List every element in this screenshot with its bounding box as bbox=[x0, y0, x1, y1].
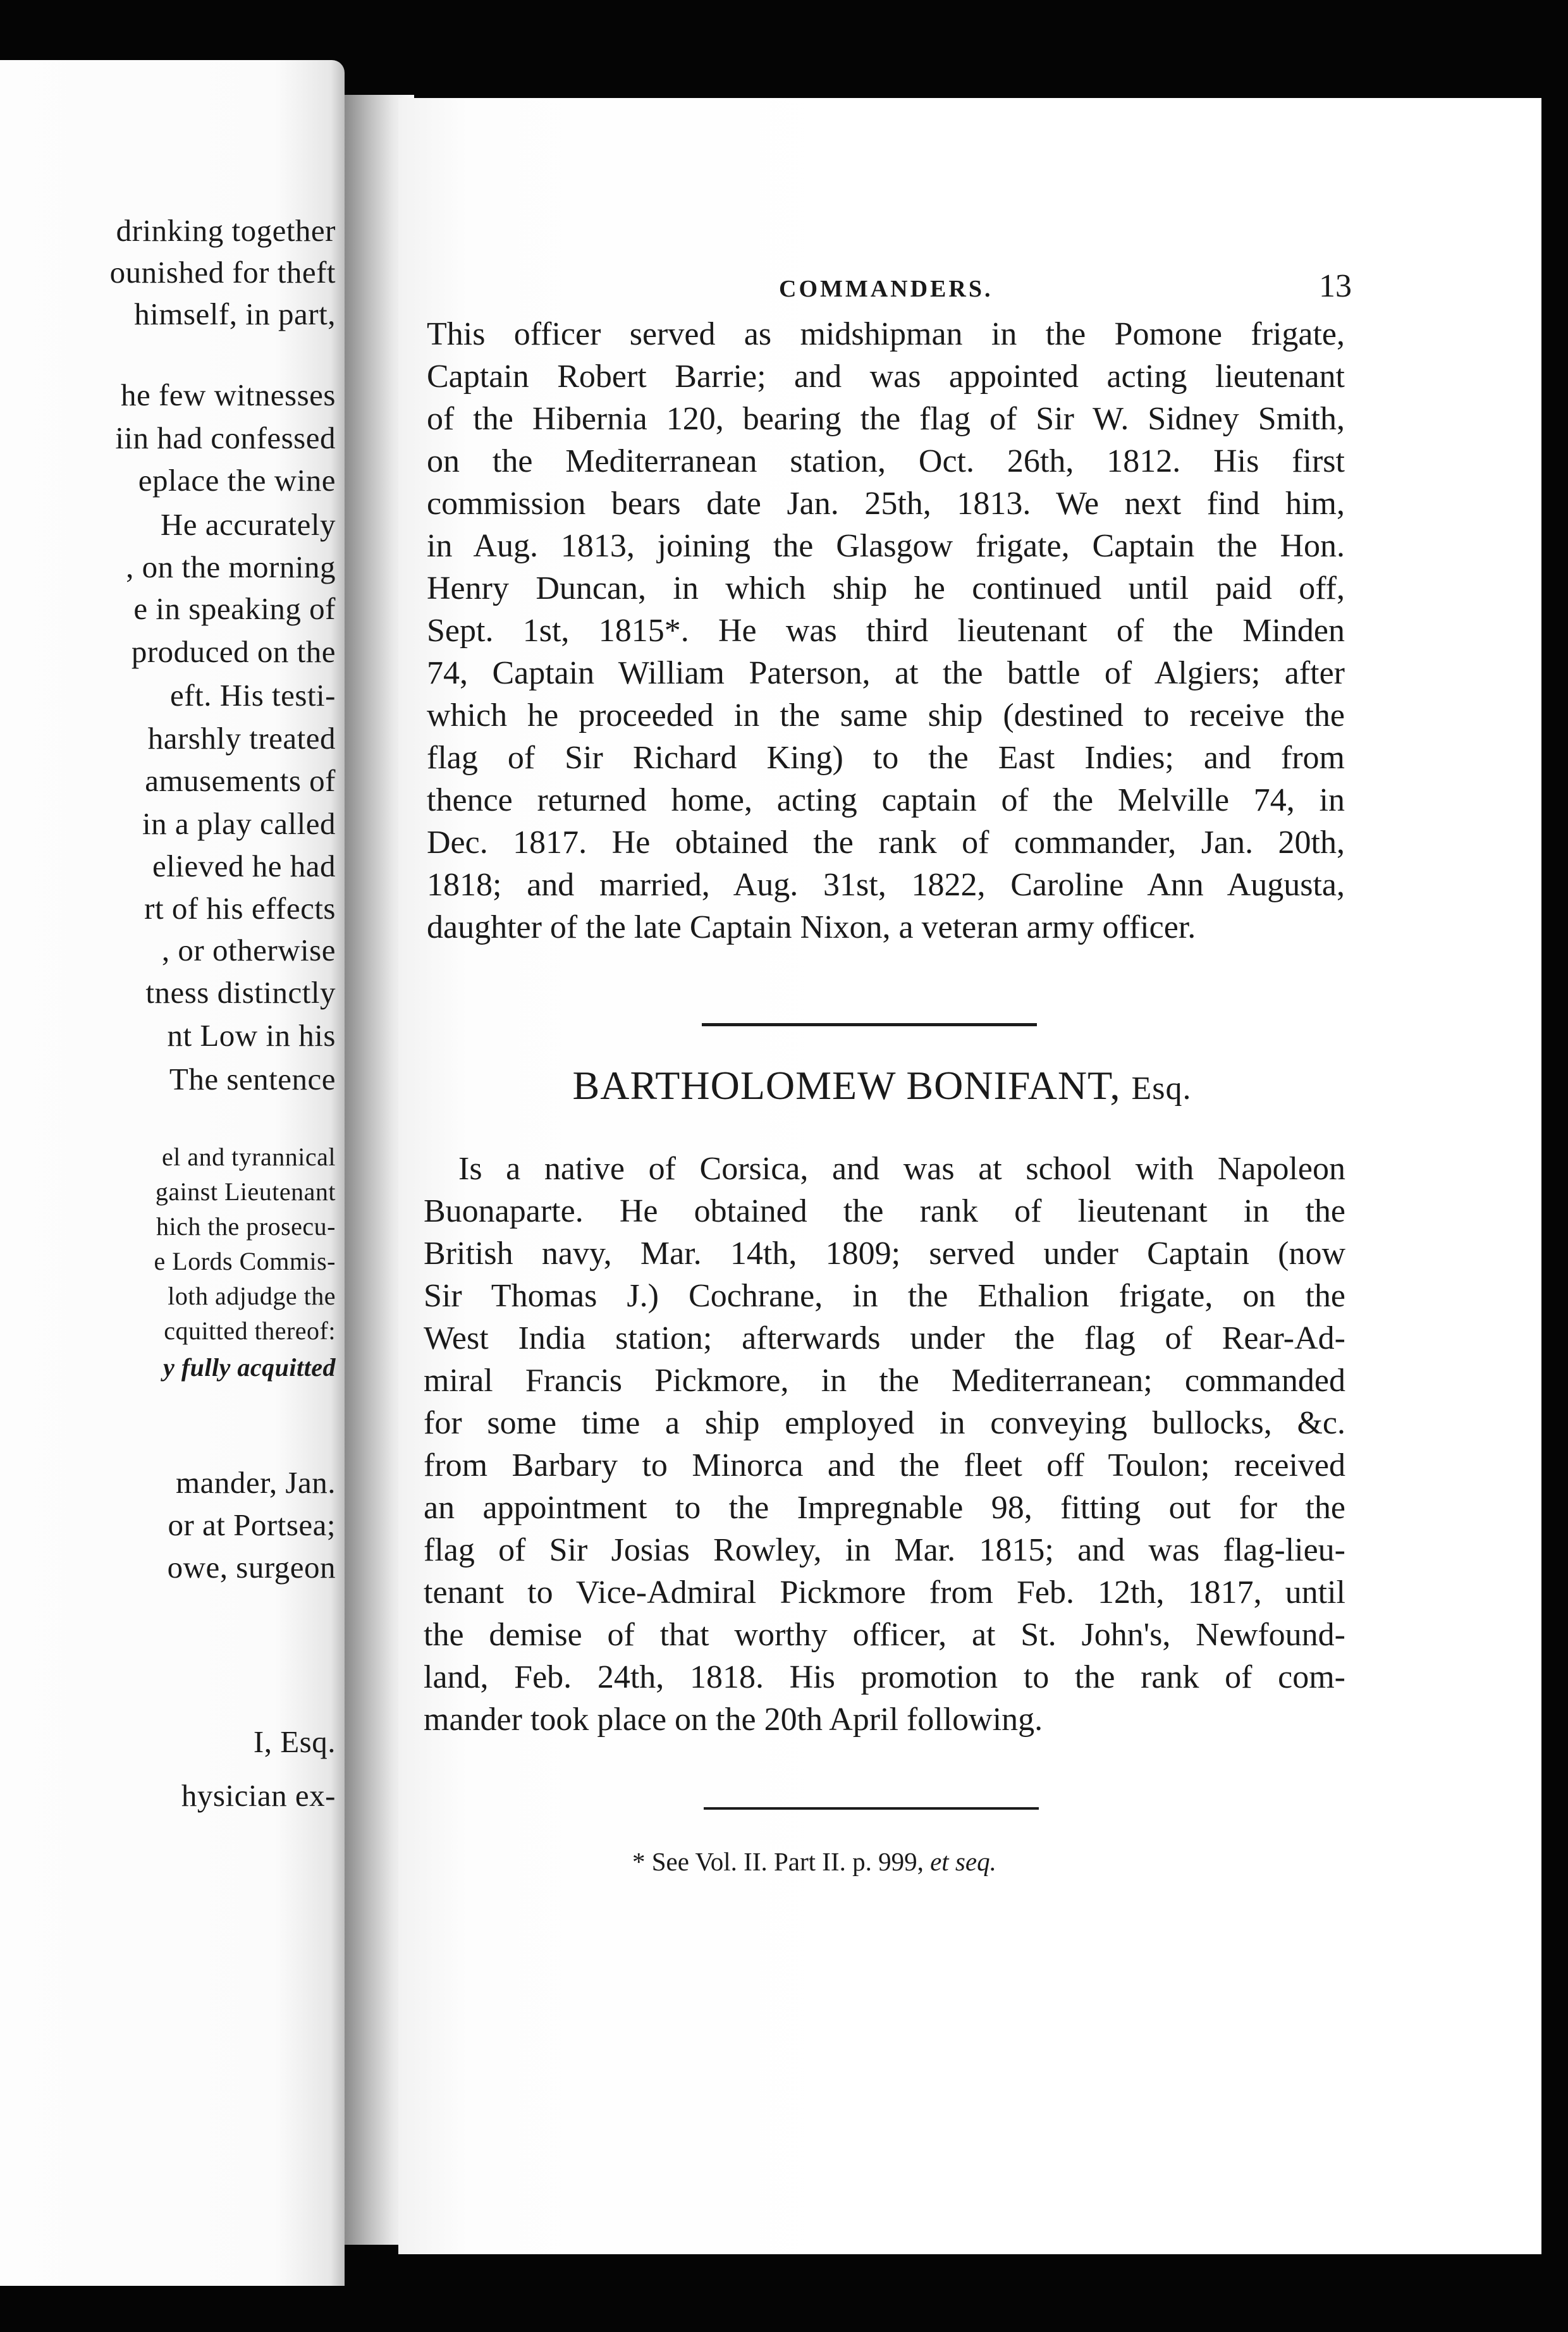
text-line: 74, Captain William Paterson, at the battle of Algiers; after bbox=[427, 655, 1345, 691]
text-line: of the Hibernia 120, bearing the flag of Sir W. Sidney Smith, bbox=[427, 401, 1345, 437]
previous-page-line: cquitted thereof: bbox=[164, 1316, 336, 1345]
previous-page-line: iin had confessed bbox=[115, 420, 336, 455]
text-line: the demise of that worthy officer, at St. John's, Newfound- bbox=[424, 1617, 1345, 1653]
text-line: Sept. 1st, 1815*. He was third lieutenant of the Minden bbox=[427, 613, 1345, 649]
text-line: an appointment to the Impregnable 98, fitting out for the bbox=[424, 1490, 1345, 1526]
previous-page-line: drinking together bbox=[116, 213, 336, 248]
previous-page-line: owe, surgeon bbox=[167, 1550, 336, 1585]
current-page bbox=[398, 98, 1541, 2254]
previous-page-line: elieved he had bbox=[152, 849, 336, 883]
text-line: in Aug. 1813, joining the Glasgow frigate, Captain the Hon. bbox=[427, 528, 1345, 564]
footnote bbox=[632, 1846, 996, 1877]
previous-page-line: e in speaking of bbox=[133, 591, 336, 626]
previous-page-line: gainst Lieutenant bbox=[155, 1177, 336, 1206]
previous-page-line: ounished for theft bbox=[109, 255, 336, 290]
previous-page-line: harshly treated bbox=[147, 721, 336, 756]
text-line: which he proceeded in the same ship (destined to receive the bbox=[427, 697, 1345, 733]
previous-page-line: He accurately bbox=[160, 507, 336, 542]
footnote-italic: et seq. bbox=[930, 1847, 996, 1876]
previous-page-line: himself, in part, bbox=[134, 297, 336, 331]
entry-heading bbox=[398, 1062, 1366, 1109]
text-line: flag of Sir Josias Rowley, in Mar. 1815; and was flag-lieu- bbox=[424, 1532, 1345, 1568]
previous-page-line: produced on the bbox=[131, 634, 336, 669]
previous-page-line: hysician ex- bbox=[181, 1778, 336, 1813]
text-line: flag of Sir Richard King) to the East Indies; and from bbox=[427, 740, 1345, 776]
previous-page-line: loth adjudge the bbox=[168, 1282, 336, 1310]
previous-page-line: nt Low in his bbox=[167, 1018, 336, 1053]
previous-page-line: tness distinctly bbox=[145, 975, 336, 1010]
text-line: This officer served as midshipman in the Pomone frigate, bbox=[427, 316, 1345, 352]
text-line: British navy, Mar. 14th, 1809; served under Captain (now bbox=[424, 1236, 1345, 1272]
previous-page-line: I, Esq. bbox=[253, 1724, 336, 1759]
text-line: mander took place on the 20th April following. bbox=[424, 1702, 1043, 1738]
footnote-text: * See Vol. II. Part II. p. 999, bbox=[632, 1847, 924, 1876]
footnote-divider bbox=[704, 1807, 1039, 1810]
text-line: Buonaparte. He obtained the rank of lieutenant in the bbox=[424, 1193, 1345, 1229]
previous-page-line: rt of his effects bbox=[144, 891, 336, 926]
text-line: Is a native of Corsica, and was at school with Napoleon bbox=[458, 1151, 1345, 1187]
text-line: Captain Robert Barrie; and was appointed acting lieutenant bbox=[427, 359, 1345, 395]
running-header bbox=[398, 268, 1541, 313]
text-line: for some time a ship employed in conveying bullocks, &c. bbox=[424, 1405, 1345, 1441]
previous-page-line: The sentence bbox=[169, 1062, 336, 1096]
previous-page-line: eft. His testi- bbox=[170, 678, 336, 713]
previous-page-line: , on the morning bbox=[126, 549, 336, 584]
text-line: on the Mediterranean station, Oct. 26th, 1812. His first bbox=[427, 443, 1345, 479]
entry-name: BARTHOLOMEW BONIFANT, bbox=[572, 1063, 1121, 1108]
previous-page-line: he few witnesses bbox=[120, 377, 336, 412]
page-number: 13 bbox=[1319, 268, 1352, 304]
entry-title-suffix: Esq. bbox=[1131, 1071, 1192, 1107]
section-divider bbox=[702, 1023, 1037, 1026]
previous-page-line: el and tyrannical bbox=[161, 1143, 336, 1171]
previous-page-line: e Lords Commis- bbox=[154, 1247, 336, 1275]
paragraph-officer-career bbox=[427, 313, 1345, 948]
previous-page-line: eplace the wine bbox=[138, 463, 336, 498]
text-line: Sir Thomas J.) Cochrane, in the Ethalion frigate, on the bbox=[424, 1278, 1345, 1314]
text-line: Dec. 1817. He obtained the rank of commander, Jan. 20th, bbox=[427, 825, 1345, 861]
previous-page-line: mander, Jan. bbox=[175, 1465, 336, 1500]
text-line: daughter of the late Captain Nixon, a veteran army officer. bbox=[427, 909, 1196, 945]
text-line: Henry Duncan, in which ship he continued until paid off, bbox=[427, 570, 1345, 606]
text-line: from Barbary to Minorca and the fleet off Toulon; received bbox=[424, 1447, 1345, 1483]
previous-page-line: or at Portsea; bbox=[168, 1507, 336, 1542]
previous-page-line: amusements of bbox=[145, 763, 336, 798]
text-line: West India station; afterwards under the flag of Rear-Ad- bbox=[424, 1320, 1345, 1356]
text-line: thence returned home, acting captain of the Melville 74, in bbox=[427, 782, 1345, 818]
running-title: COMMANDERS. bbox=[779, 276, 993, 302]
text-line: 1818; and married, Aug. 31st, 1822, Caroline Ann Augusta, bbox=[427, 867, 1345, 903]
previous-page-line: , or otherwise bbox=[161, 933, 336, 967]
previous-page-line: in a play called bbox=[142, 806, 336, 841]
text-line: commission bears date Jan. 25th, 1813. We next find him, bbox=[427, 486, 1345, 522]
paragraph-bonifant bbox=[424, 1148, 1345, 1741]
text-line: miral Francis Pickmore, in the Mediterranean; commanded bbox=[424, 1363, 1345, 1399]
previous-page-line: hich the prosecu- bbox=[156, 1212, 336, 1241]
text-line: land, Feb. 24th, 1818. His promotion to the rank of com- bbox=[424, 1659, 1345, 1695]
previous-page-line: y fully acquitted bbox=[163, 1353, 336, 1382]
previous-page bbox=[0, 60, 345, 2286]
text-line: tenant to Vice-Admiral Pickmore from Feb. 12th, 1817, until bbox=[424, 1574, 1345, 1611]
